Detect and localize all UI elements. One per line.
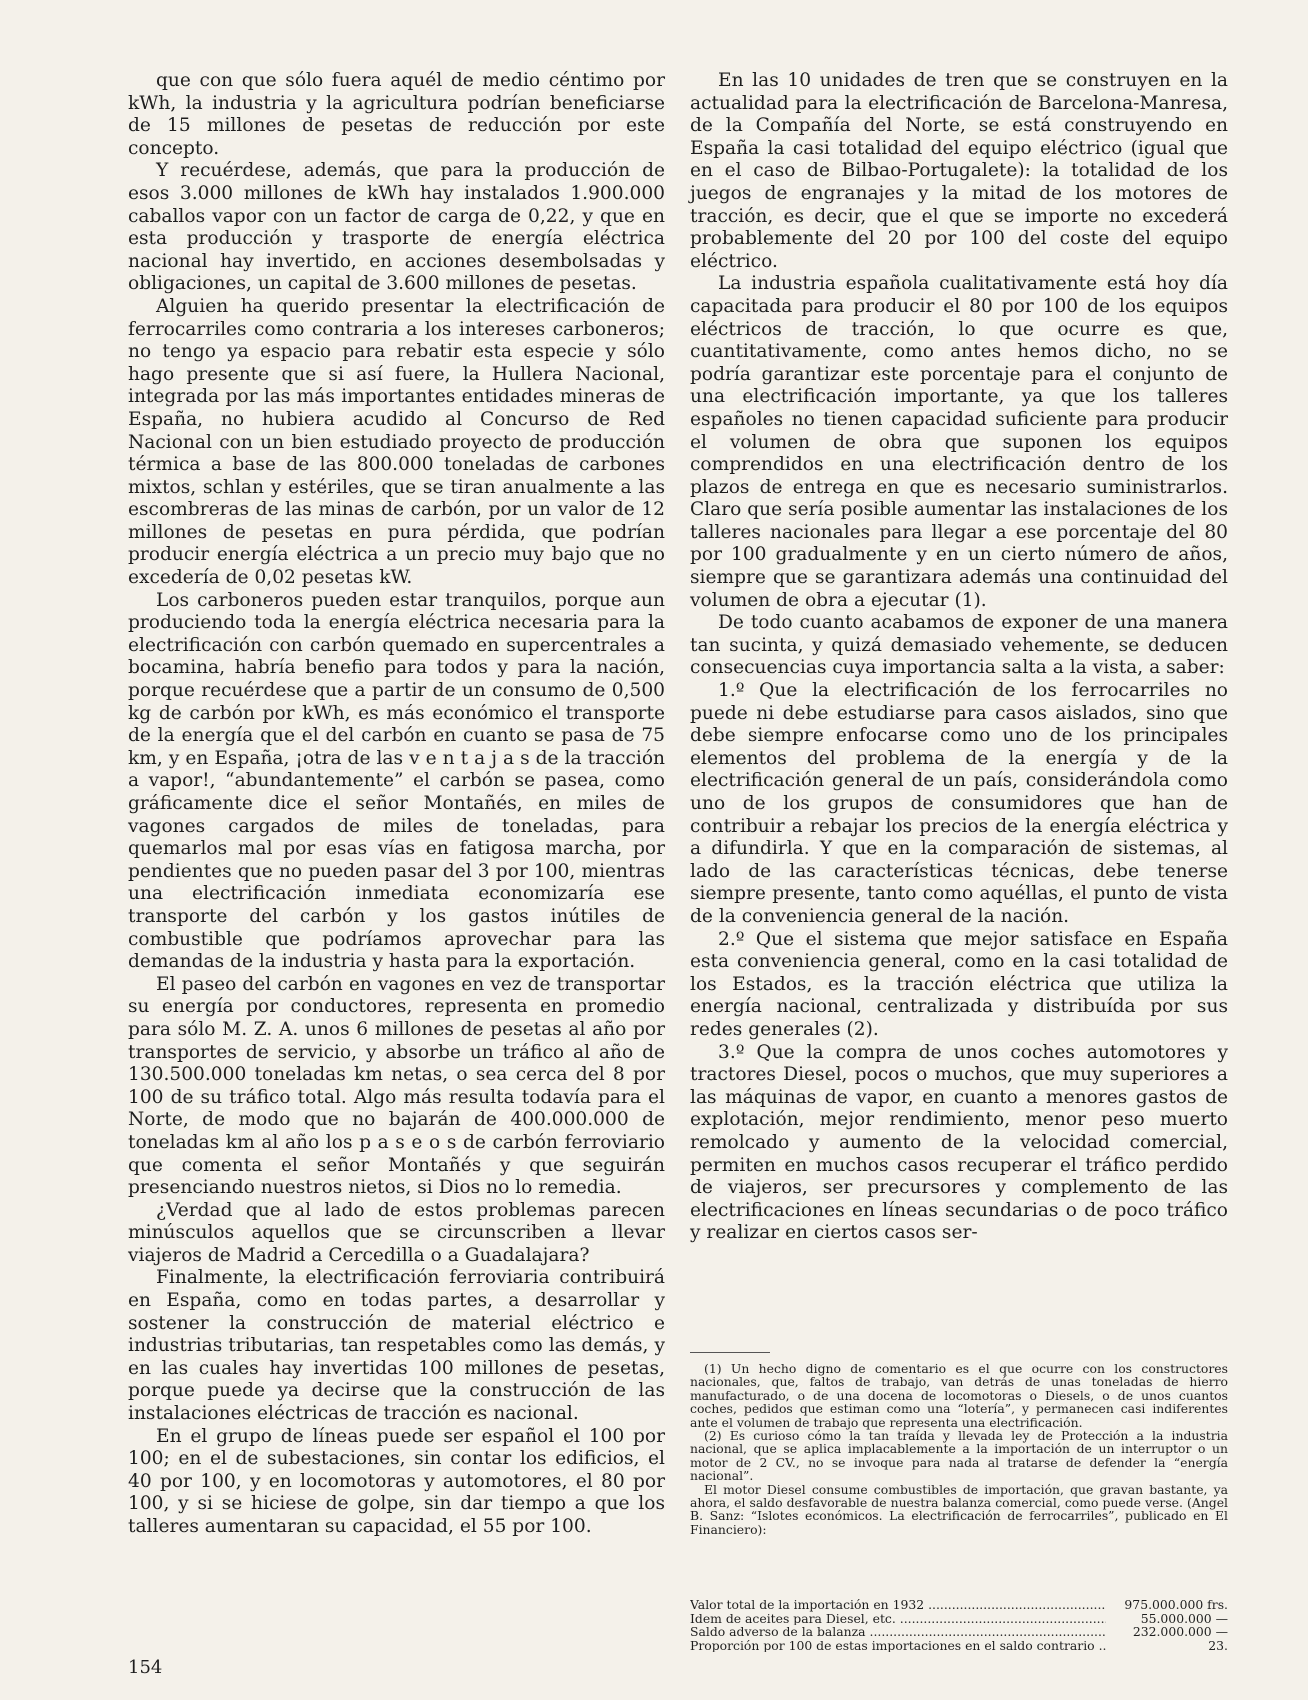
page-number: 154 bbox=[128, 1657, 163, 1678]
paragraph: Y recuérdese, además, que para la producción de esos 3.000 millones de kWh hay instalados 1.900.000 caballos vapor con un factor de carga de 0,22, y que en esta producción y trasporte de energía eléctrica nacional hay invertido, en acciones desembolsadas y obligaciones, un capital de 3.600 millones de pesetas. bbox=[128, 160, 665, 295]
footnote: El motor Diesel consume combustibles de importación, que gravan bastante, ya ahora, el saldo desfavorable de nuestra balanza comercial, como puede verse. (Angel B. Sanz: “Islotes económicos. La electrificación de ferrocarriles”, publicado en El Financiero): bbox=[690, 1481, 1228, 1537]
paragraph: 3.º Que la compra de unos coches automotores y tractores Diesel, pocos o muchos, que muy superiores a las máquinas de vapor, en cuanto a menores gastos de explotación, mejor rendimiento, menor peso muerto remolcado y aumento de la velocidad comercial, permiten en muchos casos recuperar el tráfico perdido de viajeros, ser precursores y complemento de las electrificaciones en líneas secundarias o de poco tráfico y realizar en ciertos casos ser- bbox=[690, 1041, 1228, 1244]
footnote-divider bbox=[690, 1352, 770, 1353]
table-value: 23. bbox=[1208, 1637, 1228, 1653]
paragraph: En las 10 unidades de tren que se construyen en la actualidad para la electrificación de Barcelona-Manresa, de la Compañía del Norte, se está construyendo en España la casi totalidad del equipo eléctrico (igual que en el caso de Bilbao-Portugalete): la totalidad de los juegos de engranajes y la mitad de los motores de tracción, es decir, que el que se importe no excederá probablemente del 20 por 100 del coste del equipo eléctrico. bbox=[690, 70, 1228, 272]
table-value: 975.000.000 frs. bbox=[1124, 1597, 1228, 1612]
table-row bbox=[690, 1625, 1228, 1639]
paragraph: La industria española cualitativamente está hoy día capacitada para producir el 80 por 100 de los equipos eléctricos de tracción, lo que ocurre es que, cuantitativamente, como antes hemos dicho, no se podría garantizar este porcentaje para el conjunto de una electrificación importante, ya que los talleres españoles no tienen capacidad suficiente para producir el volumen de obra que suponen los equipos comprendidos en una electrificación dentro de los plazos de entrega en que es necesario suministrarlos. Claro que sería posible aumentar las instalaciones de los talleres nacionales para llegar a ese porcentaje del 80 por 100 gradualmente y en un cierto número de años, siempre que se garantizara además una continuidad del volumen de obra a ejecutar (1). bbox=[690, 273, 1228, 611]
table-row bbox=[690, 1639, 1228, 1653]
paragraph: En el grupo de líneas puede ser español el 100 por 100; en el de subestaciones, sin contar los edificios, el 40 por 100, y en locomotoras y automotores, el 80 por 100, y si se hiciese de golpe, sin dar tiempo a que los talleres aumentaran su capacidad, el 55 por 100. bbox=[128, 1425, 665, 1537]
paragraph: 2.º Que el sistema que mejor satisface en España esta conveniencia general, como en la casi totalidad de los Estados, es la tracción eléctrica que utiliza la energía nacional, centralizada y distribuída por sus redes generales (2). bbox=[690, 928, 1228, 1040]
paragraph: De todo cuanto acabamos de exponer de una manera tan sucinta, y quizá demasiado vehemente, se deducen consecuencias cuya importancia salta a la vista, a saber: bbox=[690, 612, 1228, 679]
table-row bbox=[690, 1612, 1228, 1626]
paragraph: Finalmente, la electrificación ferroviaria contribuirá en España, como en todas partes, a desarrollar y sostener la construcción de material eléctrico e industrias tributarias, tan respetables como las demás, y en las cuales hay invertidas 100 millones de pesetas, porque puede ya decirse que la construcción de las instalaciones eléctricas de tracción es nacional. bbox=[128, 1267, 665, 1425]
paragraph: que con que sólo fuera aquél de medio céntimo por kWh, la industria y la agricultura podrían beneficiarse de 15 millones de pesetas de reducción por este concepto. bbox=[128, 70, 665, 159]
paragraph: ¿Verdad que al lado de estos problemas parecen minúsculos aquellos que se circunscriben a llevar viajeros de Madrid a Cercedilla o a Guadalajara? bbox=[128, 1199, 665, 1266]
right-column bbox=[690, 70, 1228, 1245]
table-value: 232.000.000 — bbox=[1132, 1624, 1228, 1640]
table-label: Idem de aceites para Diesel, etc. ..... bbox=[690, 1612, 1106, 1626]
table-row bbox=[690, 1598, 1228, 1612]
import-table bbox=[690, 1598, 1228, 1652]
left-column bbox=[128, 70, 665, 1539]
paragraph: Los carboneros pueden estar tranquilos, porque aun produciendo toda la energía eléctrica necesaria para la electrificación con carbón quemado en supercentrales a bocamina, habría benefio para todos y para la nación, porque recuérdese que a partir de un consumo de 0,500 kg de carbón por kWh, es más económico el transporte de la energía que el del carbón en cuanto se pasa de 75 km, y en España, ¡otra de las v e n t a j a s de la tracción a vapor!, “abundantemente” el carbón se pasea, como gráficamente dice el señor Montañés, en miles de vagones cargados de miles de toneladas, para quemarlos mal por esas vías en fatigosa marcha, por pendientes que no pueden pasar del 3 por 100, mientras una electrificación inmediata economizaría ese transporte del carbón y los gastos inútiles de combustible que podríamos aprovechar para las demandas de la industria y hasta para la exportación. bbox=[128, 589, 665, 973]
paragraph: El paseo del carbón en vagones en vez de transportar su energía por conductores, representa en promedio para sólo M. Z. A. unos 6 millones de pesetas al año por transportes de servicio, y absorbe un tráfico al año de 130.500.000 toneladas km netas, o sea cerca del 8 por 100 de su tráfico total. Algo más resulta todavía para el Norte, de modo que no bajarán de 400.000.000 de toneladas km al año los p a s e o s de carbón ferroviario que comenta el señor Montañés y que seguirán presenciando nuestros nietos, si Dios no lo remedia. bbox=[128, 973, 665, 1199]
paragraph: 1.º Que la electrificación de los ferrocarriles no puede ni debe estudiarse para casos aislados, sino que debe siempre enfocarse como uno de los principales elementos del problema de la energía y de la electrificación general de un país, considerándola como uno de los grupos de consumidores que han de contribuir a rebajar los precios de la energía eléctrica y a difundirla. Y que en la comparación de sistemas, al lado de las características técnicas, debe tenerse siempre presente, tanto como aquéllas, el punto de vista de la conveniencia general de la nación. bbox=[690, 680, 1228, 927]
footnotes bbox=[690, 1362, 1228, 1536]
table-label: Proporción por 100 de estas importaciones en el saldo contrario ..... bbox=[690, 1639, 1106, 1653]
table-label: Saldo adverso de la balanza ..... bbox=[690, 1625, 1106, 1639]
footnote: (2) Es curioso cómo la tan traída y llevada ley de Protección a la industria nacional, que se aplica implacablemente a la importación de un interruptor o un motor de 2 CV., no se invoque para nada al tratarse de defender la “energía nacional”. bbox=[690, 1428, 1228, 1484]
table-value: 55.000.000 — bbox=[1140, 1610, 1228, 1626]
paragraph: Alguien ha querido presentar la electrificación de ferrocarriles como contraria a los intereses carboneros; no tengo ya espacio para rebatir esta especie y sólo hago presente que si así fuere, la Hullera Nacional, integrada por las más importantes entidades mineras de España, no hubiera acudido al Concurso de Red Nacional con un bien estudiado proyecto de producción térmica a base de las 800.000 toneladas de carbones mixtos, schlan y estériles, que se tiran anualmente a las escombreras de las minas de carbón, por un valor de 12 millones de pesetas en pura pérdida, que podrían producir energía eléctrica a un precio muy bajo que no excedería de 0,02 pesetas kW. bbox=[128, 295, 665, 589]
footnote: (1) Un hecho digno de comentario es el que ocurre con los constructores nacionales, que, faltos de trabajo, van detrás de unas toneladas de hierro manufacturado, o de una docena de locomotoras o Diesels, o de unos cuantos coches, pedidos que estiman como una “lotería”, y permanecen casi indiferentes ante el volumen de trabajo que representa una electrificación. bbox=[690, 1361, 1228, 1430]
table-label: Valor total de la importación en 1932 ..... bbox=[690, 1598, 1106, 1612]
